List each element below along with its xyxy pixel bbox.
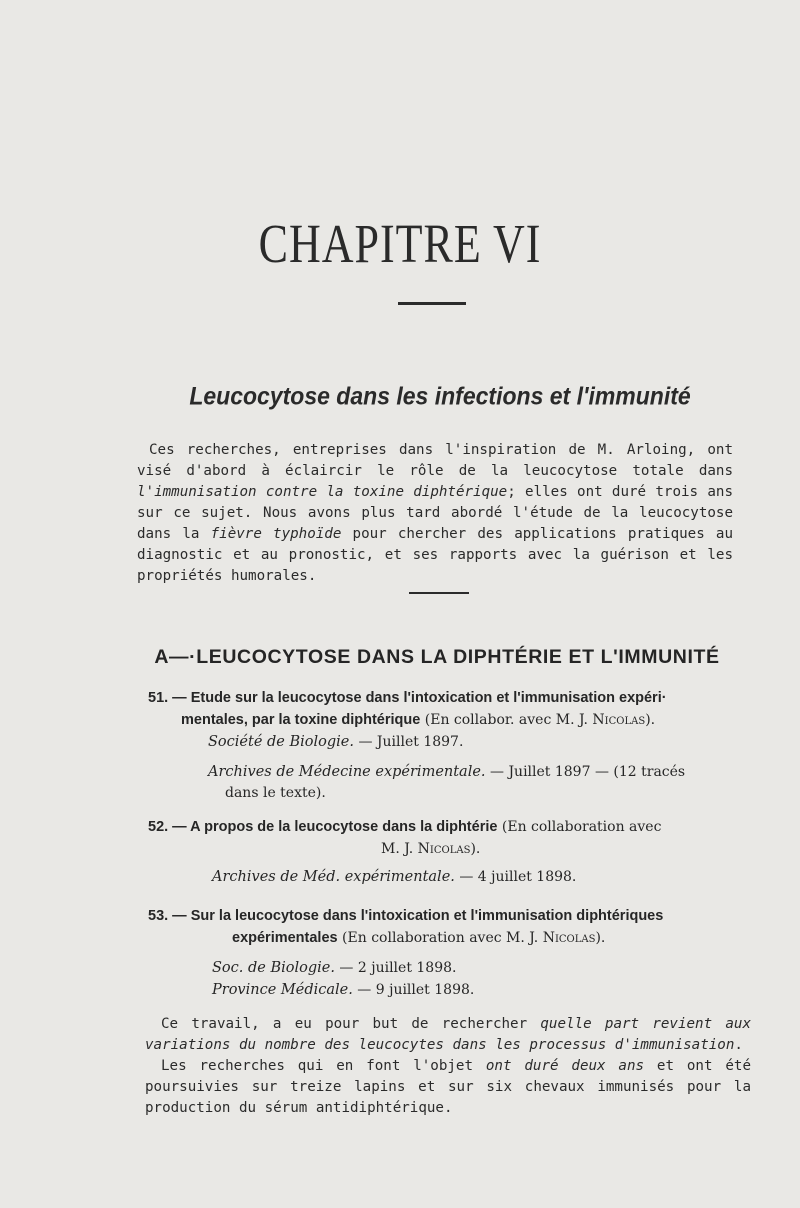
entry-51-line-5: dans le texte). <box>225 785 326 801</box>
conclusion-emphasis-2: ont duré deux ans <box>485 1058 645 1074</box>
entry-53-line-4 <box>148 979 758 1001</box>
conclusion-emphasis-1: quelle part revient aux variations du nombre des leucocytes dans les processus d'immunisation <box>145 1016 751 1053</box>
entry-53-line-2 <box>148 927 758 949</box>
entry-51-line-4 <box>148 761 748 783</box>
entry-51-date-1: — Juillet 1897. <box>354 734 464 750</box>
entry-53-title-cont: expérimentales <box>232 930 338 946</box>
entry-52-line-1 <box>148 816 748 838</box>
part-a-heading: A—·LEUCOCYTOSE DANS LA DIPHTÉRIE ET L'IMMUNITÉ <box>154 646 720 668</box>
intro-text-3: pour chercher des applications pratiques au diagnostic et au pronostic, et ses rapports avec la guérison et les propriétés humorales. <box>137 526 733 584</box>
conclusion <box>145 1014 751 1119</box>
entry-52-line-2 <box>148 838 748 860</box>
intro-emphasis-2: fièvre typhoïde <box>210 526 342 542</box>
conclusion-paragraph-2 <box>145 1056 751 1119</box>
entry-53-date-2: — 9 juillet 1898. <box>352 982 475 998</box>
conclusion-text-2b: et ont été poursuivies sur treize lapins et sur six chevaux immunisés pour la production du sérum antidiphtérique. <box>145 1058 751 1116</box>
chapter-title: CHAPITRE VI <box>258 213 542 275</box>
entry-51-title-cont: mentales, par la toxine diphtérique <box>181 712 421 728</box>
entry-52-date: — 4 juillet 1898. <box>454 869 577 885</box>
entry-53-date-1: — 2 juillet 1898. <box>334 960 457 976</box>
chapter-rule <box>398 302 466 305</box>
intro-emphasis-1: l'immunisation contre la toxine diphtérique <box>137 484 508 500</box>
entry-51-date-2: — Juillet 1897 — (12 tracés <box>485 764 686 780</box>
entry-52-line-3 <box>148 866 748 888</box>
entry-51-line-2 <box>148 709 748 731</box>
conclusion-text-1b: . <box>734 1037 743 1053</box>
entry-52-author-prefix: M. J. <box>381 841 418 857</box>
section-title: Leucocytose dans les infections et l'immunité <box>189 381 691 411</box>
entry-53-journal-2: Province Médicale. <box>212 982 353 998</box>
intro-text-2: ; elles ont duré trois ans sur ce sujet. Nous avons plus tard abordé l'étude de la leucocytose dans la <box>137 484 733 542</box>
conclusion-text-1: Ce travail, a eu pour but de rechercher <box>161 1016 541 1032</box>
entry-53-collab-end: ). <box>595 930 606 946</box>
entry-52-author: Nicolas <box>417 841 471 857</box>
entry-51-collab: (En collabor. avec M. J. <box>420 712 593 728</box>
entry-53-collab: (En collaboration avec M. J. <box>337 930 543 946</box>
conclusion-paragraph-1 <box>145 1014 751 1056</box>
entry-51-collab-end: ). <box>645 712 656 728</box>
entry-52 <box>148 816 748 888</box>
entry-51-journal-2: Archives de Médecine expérimentale. <box>208 764 486 780</box>
entry-53 <box>148 906 758 1001</box>
entry-52-title: 52. — A propos de la leucocytose dans la diphtérie <box>148 819 498 835</box>
entry-51-line-1: 51. — Etude sur la leucocytose dans l'intoxication et l'immunisation expéri· <box>148 690 667 706</box>
entry-52-collab-end: ). <box>470 841 481 857</box>
entry-51-author: Nicolas <box>592 712 646 728</box>
entry-52-journal: Archives de Méd. expérimentale. <box>212 869 455 885</box>
section-rule <box>409 592 469 594</box>
entry-53-line-1: 53. — Sur la leucocytose dans l'intoxication et l'immunisation diphtériques <box>148 908 664 924</box>
intro-text-1: Ces recherches, entreprises dans l'inspiration de M. Arloing, ont visé d'abord à éclaircir le rôle de la leucocytose totale dans <box>137 442 733 479</box>
entry-53-line-3 <box>148 957 758 979</box>
entry-53-author: Nicolas <box>542 930 596 946</box>
entry-53-journal-1: Soc. de Biologie. <box>212 960 335 976</box>
entry-51-line-3 <box>148 731 748 753</box>
entry-51 <box>148 688 748 804</box>
entry-51-journal-1: Société de Biologie. <box>208 734 354 750</box>
intro-paragraph <box>137 440 733 587</box>
entry-52-collab: (En collaboration avec <box>497 819 662 835</box>
conclusion-text-2: Les recherches qui en font l'objet <box>161 1058 486 1074</box>
